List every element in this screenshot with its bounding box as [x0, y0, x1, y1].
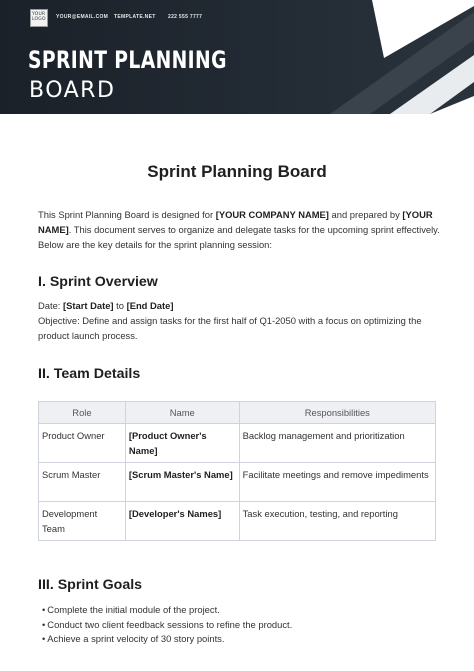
cell-role: Development Team	[39, 502, 126, 541]
company-name-placeholder: [YOUR COMPANY NAME]	[215, 209, 329, 220]
table-header-row	[39, 402, 436, 424]
date-label: Date:	[38, 300, 64, 311]
column-header-responsibilities: Responsibilities	[239, 402, 435, 424]
cell-name: [Developer's Names]	[125, 502, 239, 541]
list-item: • Conduct two client feedback sessions to refine the product.	[42, 618, 292, 633]
document-title: Sprint Planning Board	[147, 162, 327, 181]
intro-text-1: This Sprint Planning Board is designed for	[38, 209, 216, 220]
intro-paragraph	[38, 207, 442, 252]
cell-name: [Scrum Master's Name]	[125, 463, 239, 502]
section-heading-overview: I. Sprint Overview	[38, 274, 158, 290]
intro-text-3: . This document serves to organize and delegate tasks for the upcoming sprint effectively. Below are the key details for the sprint planning session:	[38, 224, 440, 250]
column-header-role: Role	[39, 402, 126, 424]
column-header-name: Name	[125, 402, 239, 424]
author-name-placeholder: [YOUR NAME]	[38, 209, 433, 235]
header-email: YOUR@EMAIL.COM	[56, 14, 109, 20]
cell-name: [Product Owner's Name]	[125, 424, 239, 463]
cell-role: Product Owner	[39, 424, 126, 463]
cell-responsibilities: Facilitate meetings and remove impediments	[239, 463, 435, 502]
company-logo: YOUR LOGO	[30, 9, 48, 27]
list-item: • Complete the initial module of the project.	[42, 603, 292, 618]
sprint-objective: Objective: Define and assign tasks for the first half of Q1-2050 with a focus on optimizing the product launch process.	[38, 315, 422, 341]
date-separator: to	[113, 300, 127, 311]
list-item: • Achieve a sprint velocity of 30 story points.	[42, 632, 292, 647]
end-date-placeholder: [End Date]	[126, 300, 174, 311]
team-details-table	[38, 401, 436, 541]
header-title-line2: BOARD	[29, 78, 116, 103]
section-heading-goals: III. Sprint Goals	[38, 577, 143, 593]
section-heading-team: II. Team Details	[38, 366, 141, 382]
cell-responsibilities: Task execution, testing, and reporting	[239, 502, 435, 541]
table-row	[39, 502, 436, 541]
sprint-goals-list	[42, 603, 292, 647]
start-date-placeholder: [Start Date]	[63, 300, 114, 311]
sprint-dates	[38, 298, 442, 313]
header-title-line1: SPRINT PLANNING	[28, 46, 227, 74]
table-row	[39, 463, 436, 502]
header-website: TEMPLATE.NET	[114, 14, 156, 20]
cell-role: Scrum Master	[39, 463, 126, 502]
intro-text-2: and prepared by	[328, 209, 403, 220]
table-row	[39, 424, 436, 463]
header-phone: 222 555 7777	[168, 14, 203, 20]
header-banner	[0, 0, 474, 114]
cell-responsibilities: Backlog management and prioritization	[239, 424, 435, 463]
